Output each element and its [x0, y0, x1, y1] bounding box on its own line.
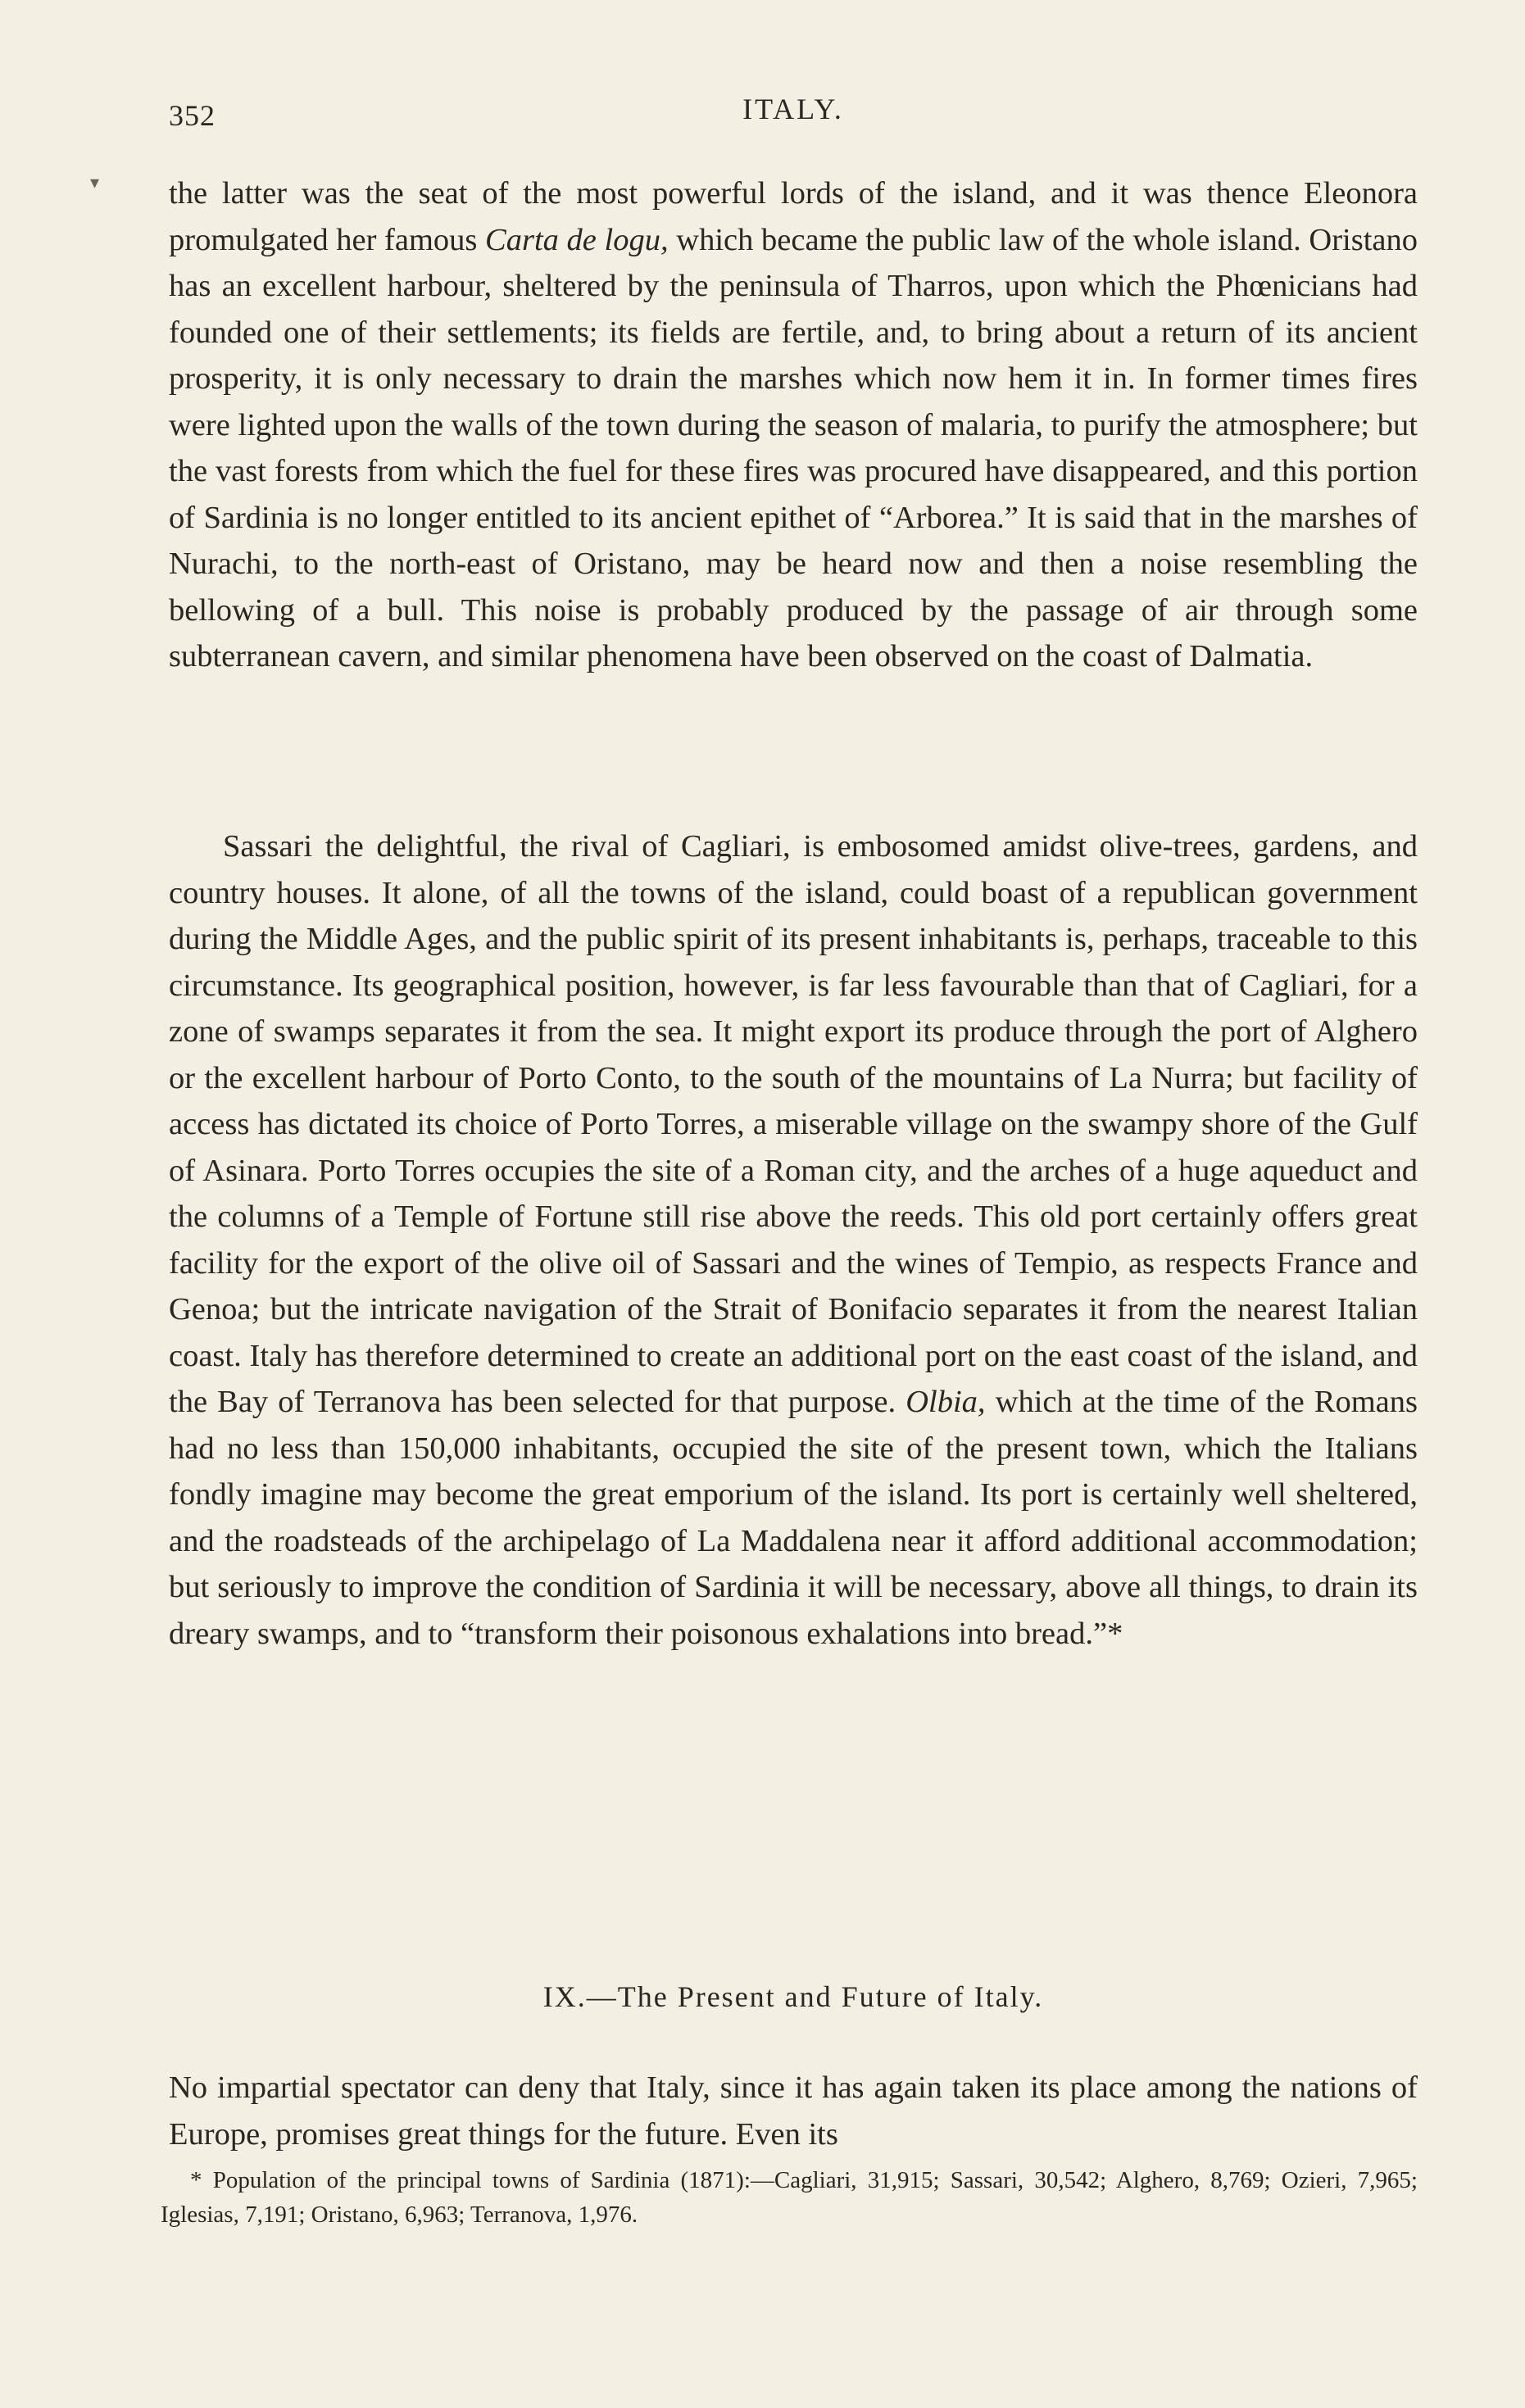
paragraph-text: which at the time of the Romans had no less than 150,000 inhabitants, occupied the site of the present town, which the Italians fondly imagine may become the great emporium of the island. Its port is certainly well sheltered, and the roadsteads of the archipelago of La Maddalena near it afford additional accommodation; but seriously to improve the condition of Sardinia it will be necessary, above all things, to drain its dreary swamps, and to “transform their poisonous exhalations into bread.”*	[169, 1385, 1418, 1651]
section-heading: IX.—The Present and Future of Italy.	[542, 1980, 1044, 2013]
paragraph-oristano	[169, 170, 1418, 680]
footnote-text: * Population of the principal towns of Sardinia (1871):—Cagliari, 31,915; Sassari, 30,542; Alghero, 8,769; Ozieri, 7,965; Iglesias, 7,191; Oristano, 6,963; Terranova, 1,976.	[161, 2167, 1418, 2228]
paragraph-text: the latter was the seat of the most powerful lords of the island, and it was thence Eleonora promulgated her famous	[169, 176, 1418, 257]
page-number: 352	[169, 99, 216, 132]
paragraph-text: No impartial spectator can deny that Italy, since it has again taken its place among the nations of Europe, promises great things for the future. Even its	[169, 2070, 1418, 2152]
running-head	[169, 92, 1418, 141]
paragraph-present-and-future	[169, 2065, 1418, 2157]
paragraph-sassari	[169, 823, 1418, 1657]
running-title: ITALY.	[742, 93, 844, 125]
italic-place-olbia: Olbia,	[905, 1385, 986, 1419]
paragraph-text: which became the public law of the whole island. Oristano has an excellent harbour, sheltered by the peninsula of Tharros, upon which the Phœnicians had founded one of their settlements; its fields are fertile, and, to bring about a return of its ancient prosperity, it is only necessary to drain the marshes which now hem it in. In former times fires were lighted upon the walls of the town during the season of malaria, to purify the atmosphere; but the vast forests from which the fuel for these fires was procured have disappeared, and this portion of Sardinia is no longer entitled to its ancient epithet of “Arborea.” It is said that in the marshes of Nurachi, to the north-east of Oristano, may be heard now and then a noise resembling the bellowing of a bull. This noise is probably produced by the passage of air through some subterranean cavern, and similar phenomena have been observed on the coast of Dalmatia.	[169, 222, 1418, 673]
footnote	[161, 2163, 1418, 2232]
margin-mark: ▾	[90, 172, 100, 193]
paragraph-text: Sassari the delightful, the rival of Cagliari, is embosomed amidst olive-trees, gardens, and country houses. It alone, of all the towns of the island, could boast of a republican government during the Middle Ages, and the public spirit of its present inhabitants is, perhaps, traceable to this circumstance. Its geographical position, however, is far less favourable than that of Cagliari, for a zone of swamps separates it from the sea. It might export its produce through the port of Alghero or the excellent harbour of Porto Conto, to the south of the mountains of La Nurra; but facility of access has dictated its choice of Porto Torres, a miserable village on the swampy shore of the Gulf of Asinara. Porto Torres occupies the site of a Roman city, and the arches of a huge aqueduct and the columns of a Temple of Fortune still rise above the reeds. This old port certainly offers great facility for the export of the olive oil of Sassari and the wines of Tempio, as respects France and Genoa; but the intricate navigation of the Strait of Bonifacio separates it from the nearest Italian coast. Italy has therefore determined to create an additional port on the east coast of the island, and the Bay of Terranova has been selected for that purpose.	[169, 829, 1418, 1419]
italic-title-carta-de-logu: Carta de logu,	[485, 222, 669, 257]
